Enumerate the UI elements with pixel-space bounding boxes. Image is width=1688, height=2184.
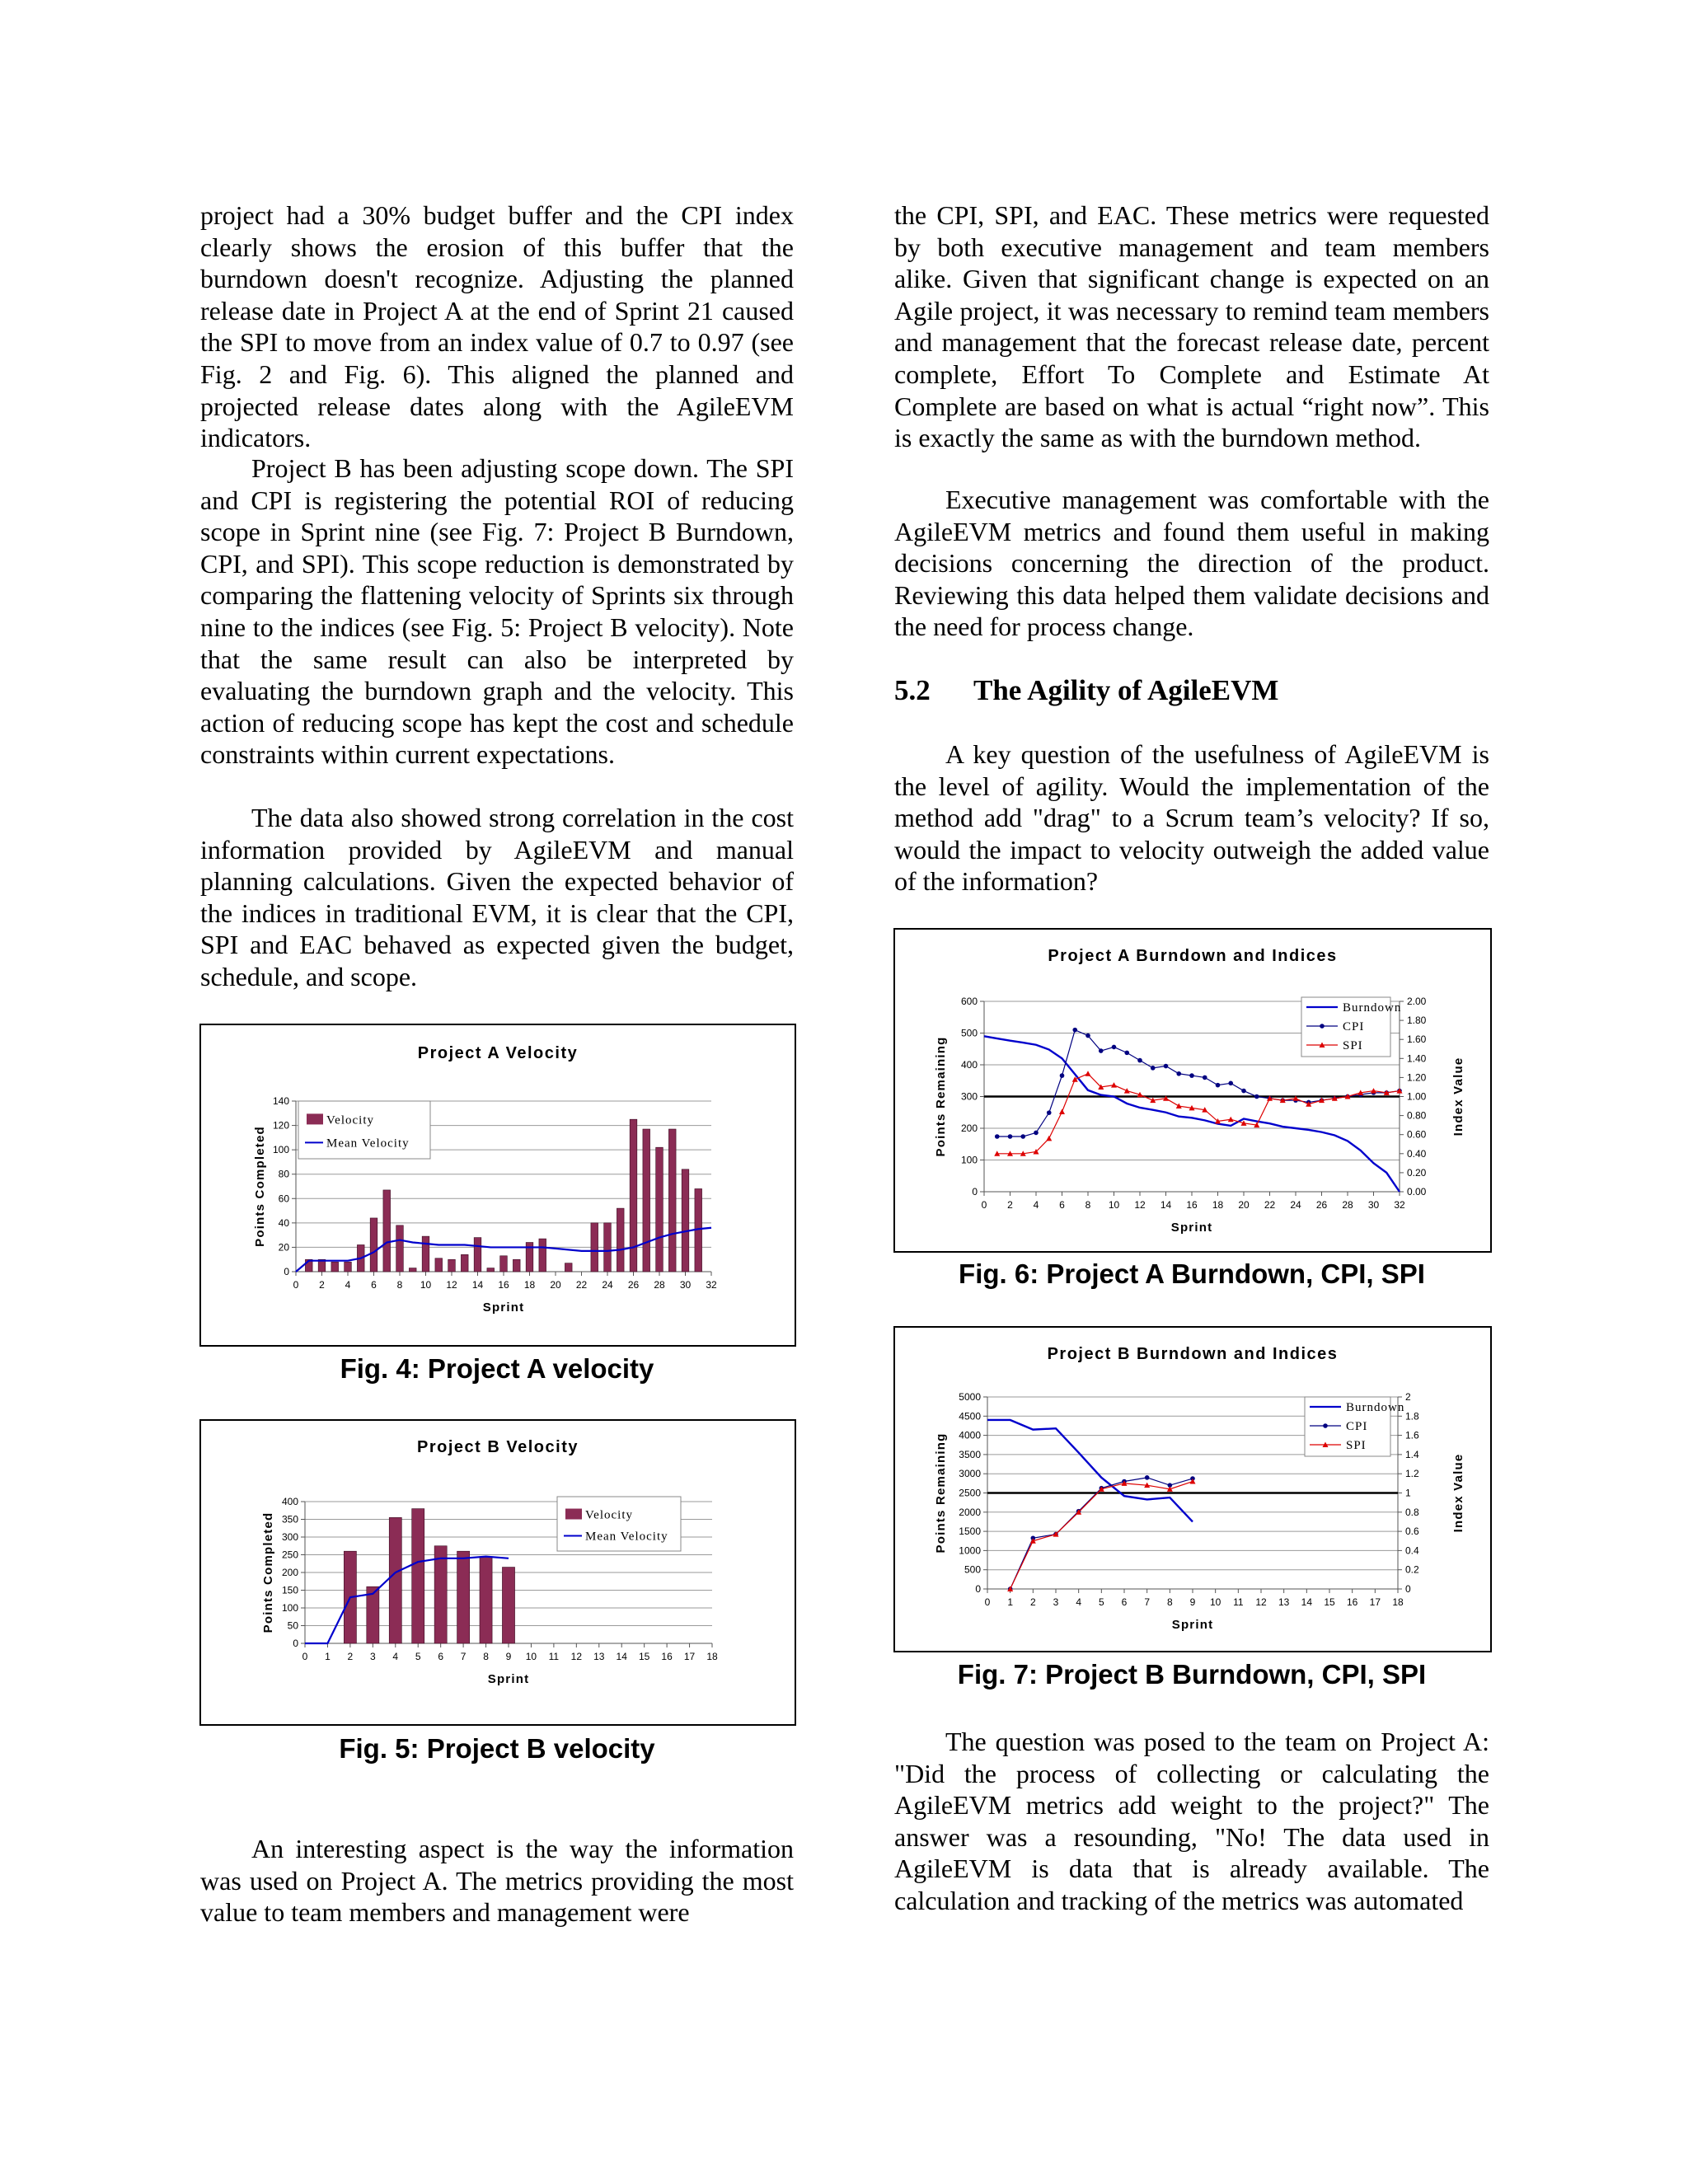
y2-tick-label: 0.00 xyxy=(1407,1186,1427,1197)
x-tick-label: 4 xyxy=(1033,1199,1039,1211)
y2-tick-label: 1.80 xyxy=(1407,1015,1427,1027)
velocity-bar xyxy=(474,1238,481,1272)
legend-burndown-label: Burndown xyxy=(1343,1001,1402,1015)
x-tick-label: 14 xyxy=(1301,1596,1313,1608)
x-tick-label: 0 xyxy=(981,1199,987,1211)
left-paragraph-3: The data also showed strong correlation in the cost information provided by AgileEVM and manual planning calculations. Given the expected behavior of the indices in traditional EVM, it is clear that the CPI, SPI and EAC behaved as expected given the budget, schedule, and scope. xyxy=(200,803,794,991)
x-tick-label: 12 xyxy=(1255,1596,1267,1608)
cpi-point xyxy=(1099,1048,1104,1053)
cpi-point xyxy=(1228,1081,1233,1086)
velocity-bar xyxy=(513,1259,520,1272)
x-tick-label: 20 xyxy=(1238,1199,1250,1211)
legend-cpi-marker xyxy=(1323,1423,1328,1428)
x-tick-label: 2 xyxy=(1029,1596,1036,1608)
x-tick-label: 12 xyxy=(446,1279,457,1291)
x-tick-label: 2 xyxy=(347,1651,354,1662)
cpi-point xyxy=(1137,1058,1142,1063)
legend-cpi-label: CPI xyxy=(1346,1420,1368,1433)
left-paragraph-4: An interesting aspect is the way the information was used on Project A. The metrics providing the most value to team members and management were xyxy=(200,1834,794,1928)
x-tick-label: 14 xyxy=(471,1279,484,1291)
y-tick-label: 600 xyxy=(960,996,978,1007)
figure-4-caption: Fig. 4: Project A velocity xyxy=(340,1353,654,1384)
y-axis-label: Points Remaining xyxy=(934,1036,948,1157)
x-tick-label: 8 xyxy=(1085,1199,1091,1211)
x-tick-label: 8 xyxy=(396,1279,403,1291)
y-tick-label: 5000 xyxy=(959,1391,981,1403)
x-tick-label: 12 xyxy=(1134,1199,1146,1211)
cpi-point xyxy=(1085,1033,1090,1038)
y-axis-label: Points Remaining xyxy=(934,1432,948,1554)
y2-tick-label: 0.40 xyxy=(1407,1147,1427,1160)
x-tick-label: 22 xyxy=(575,1279,588,1291)
y-tick-label: 100 xyxy=(272,1144,289,1156)
y-tick-label: 4500 xyxy=(959,1410,981,1422)
x-tick-label: 2 xyxy=(1007,1199,1013,1211)
legend-velocity-label: Velocity xyxy=(326,1113,374,1127)
figure-6-chart-box xyxy=(893,928,1492,1253)
x-tick-label: 5 xyxy=(1098,1596,1104,1608)
x-tick-label: 0 xyxy=(302,1651,308,1662)
legend-cpi-marker xyxy=(1320,1024,1325,1029)
cpi-point xyxy=(1047,1110,1052,1115)
x-tick-label: 14 xyxy=(616,1651,627,1662)
y-tick-label: 40 xyxy=(278,1216,289,1229)
velocity-bar xyxy=(345,1262,352,1272)
figure-4-chart-box xyxy=(199,1024,796,1347)
section-number: 5.2 xyxy=(894,674,931,706)
velocity-bar xyxy=(435,1258,443,1272)
spi-point xyxy=(1085,1071,1091,1076)
spi-point xyxy=(1124,1088,1130,1094)
y-tick-label: 250 xyxy=(281,1549,298,1561)
figure-6-caption: Fig. 6: Project A Burndown, CPI, SPI xyxy=(959,1258,1425,1289)
y-tick-label: 3500 xyxy=(959,1448,981,1460)
velocity-bar xyxy=(500,1256,508,1272)
x-tick-label: 3 xyxy=(369,1651,376,1662)
y-tick-label: 0 xyxy=(972,1186,978,1197)
spi-point xyxy=(1059,1108,1065,1114)
velocity-bar xyxy=(370,1218,377,1272)
y2-tick-label: 0.8 xyxy=(1405,1506,1419,1518)
chart-title: Project A Burndown and Indices xyxy=(1048,947,1338,965)
y-tick-label: 0 xyxy=(975,1583,981,1595)
y2-axis-label: Index Value xyxy=(1451,1453,1465,1533)
cpi-point xyxy=(1060,1073,1065,1078)
spi-point xyxy=(1046,1136,1052,1141)
y2-tick-label: 0.20 xyxy=(1407,1166,1427,1179)
section-title: The Agility of AgileEVM xyxy=(973,674,1279,706)
cpi-point xyxy=(1034,1131,1039,1136)
x-axis-label: Sprint xyxy=(482,1301,525,1315)
y2-tick-label: 0.60 xyxy=(1407,1128,1427,1141)
legend-cpi-label: CPI xyxy=(1343,1020,1365,1033)
y-tick-label: 200 xyxy=(281,1567,298,1578)
legend-velocity-label: Velocity xyxy=(585,1508,633,1522)
velocity-bar xyxy=(565,1263,572,1272)
x-tick-label: 10 xyxy=(420,1279,432,1291)
chart-title: Project B Velocity xyxy=(417,1438,579,1456)
right-paragraph-4: The question was posed to the team on Project A: "Did the process of collecting or calculating the AgileEVM metrics add weight to the project?" The answer was a resounding, "No! The data used in AgileEVM is data that is already available. The calculation and tracking of the metrics was automated xyxy=(894,1727,1489,1915)
y2-tick-label: 1.2 xyxy=(1405,1468,1419,1480)
x-axis-label: Sprint xyxy=(487,1672,530,1686)
x-tick-label: 10 xyxy=(1108,1199,1120,1211)
velocity-bar xyxy=(331,1262,339,1272)
y2-tick-label: 1.00 xyxy=(1407,1090,1427,1103)
project-b-burndown-chart xyxy=(895,1328,1490,1651)
cpi-point xyxy=(1112,1045,1117,1050)
cpi-point xyxy=(1020,1134,1025,1139)
x-tick-label: 32 xyxy=(706,1279,717,1291)
x-tick-label: 11 xyxy=(1233,1596,1244,1608)
x-tick-label: 17 xyxy=(683,1651,696,1662)
x-tick-label: 32 xyxy=(1394,1199,1405,1211)
x-tick-label: 4 xyxy=(1076,1596,1082,1608)
y-tick-label: 120 xyxy=(272,1119,289,1132)
velocity-bar xyxy=(409,1268,416,1272)
y-tick-label: 0 xyxy=(284,1266,289,1277)
x-axis-label: Sprint xyxy=(1171,1618,1214,1632)
x-tick-label: 16 xyxy=(498,1279,509,1291)
cpi-line xyxy=(1010,1478,1193,1589)
velocity-bar xyxy=(643,1129,650,1272)
project-a-burndown-chart xyxy=(895,930,1490,1251)
x-tick-label: 0 xyxy=(293,1279,299,1291)
x-tick-label: 11 xyxy=(548,1651,560,1662)
x-tick-label: 6 xyxy=(1121,1596,1128,1608)
x-tick-label: 13 xyxy=(1278,1596,1290,1608)
x-tick-label: 18 xyxy=(1212,1199,1224,1211)
x-tick-label: 6 xyxy=(438,1651,444,1662)
cpi-point xyxy=(995,1134,1000,1139)
x-tick-label: 28 xyxy=(1342,1199,1353,1211)
right-paragraph-2: Executive management was comfortable with the AgileEVM metrics and found them useful in making decisions concerning the direction of the product. Reviewing this data helped them validate decisions and the need for process change. xyxy=(894,485,1489,642)
velocity-bar xyxy=(682,1169,689,1272)
left-paragraph-2: Project B has been adjusting scope down. The SPI and CPI is registering the potential ROI of reducing scope in Sprint nine (see Fig. 7: Project B Burndown, CPI, and SPI). This scope reduction is demonstrated by comparing the flattening velocity of Sprints six through nine to the indices (see Fig. 5: Project B velocity). Note that the same result can also be interpreted by evaluating the burndown graph and the velocity. This action of reducing scope has kept the cost and schedule constraints within current expectations. xyxy=(200,453,794,770)
x-tick-label: 6 xyxy=(1059,1199,1065,1211)
right-paragraph-1: the CPI, SPI, and EAC. These metrics were requested by both executive management and team members alike. Given that significant change is expected on an Agile project, it was necessary to remind team members and management that the forecast release date, percent complete, Effort To Complete and Estimate At Complete are based on what is actual “right now”. This is exactly the same as with the burndown method. xyxy=(894,200,1489,453)
y2-tick-label: 0 xyxy=(1405,1583,1411,1595)
velocity-bar xyxy=(487,1268,495,1272)
x-tick-label: 18 xyxy=(523,1279,536,1291)
x-tick-label: 0 xyxy=(984,1596,991,1608)
y-axis-label: Points Completed xyxy=(253,1126,267,1247)
x-tick-label: 22 xyxy=(1264,1199,1276,1211)
y-tick-label: 100 xyxy=(960,1154,978,1166)
x-tick-label: 30 xyxy=(679,1279,692,1291)
y2-tick-label: 1.20 xyxy=(1407,1071,1427,1084)
x-tick-label: 16 xyxy=(1346,1596,1358,1608)
y-tick-label: 140 xyxy=(272,1095,289,1107)
legend-spi-label: SPI xyxy=(1343,1039,1363,1052)
x-tick-label: 10 xyxy=(1209,1596,1221,1608)
y-tick-label: 500 xyxy=(960,1027,978,1039)
x-tick-label: 9 xyxy=(505,1651,512,1662)
y-tick-label: 1500 xyxy=(959,1526,981,1538)
figure-7-chart-box xyxy=(893,1326,1492,1652)
section-heading xyxy=(894,674,1278,707)
y2-tick-label: 2 xyxy=(1405,1391,1411,1403)
cpi-point xyxy=(1151,1066,1156,1071)
velocity-bar xyxy=(630,1119,637,1272)
cpi-point xyxy=(1124,1051,1129,1056)
chart-title: Project B Burndown and Indices xyxy=(1047,1345,1339,1363)
x-tick-label: 15 xyxy=(638,1651,650,1662)
y-tick-label: 2500 xyxy=(959,1487,981,1499)
chart-title: Project A Velocity xyxy=(417,1044,579,1062)
y2-tick-label: 1.4 xyxy=(1405,1448,1419,1460)
legend-burndown-label: Burndown xyxy=(1346,1401,1405,1414)
x-tick-label: 28 xyxy=(654,1279,665,1291)
y-tick-label: 80 xyxy=(278,1168,289,1180)
y-tick-label: 300 xyxy=(960,1090,978,1103)
legend-velocity-swatch xyxy=(307,1113,323,1124)
y-tick-label: 2000 xyxy=(959,1506,981,1518)
legend-box xyxy=(298,1101,430,1159)
figure-5-caption: Fig. 5: Project B velocity xyxy=(339,1733,655,1764)
y2-tick-label: 0.80 xyxy=(1407,1109,1427,1122)
velocity-bar xyxy=(480,1557,492,1643)
legend-mean-label: Mean Velocity xyxy=(326,1137,410,1151)
x-axis-label: Sprint xyxy=(1170,1221,1213,1235)
y-tick-label: 400 xyxy=(281,1496,298,1507)
x-tick-label: 6 xyxy=(371,1279,377,1291)
x-tick-label: 26 xyxy=(627,1279,640,1291)
velocity-bar xyxy=(448,1259,456,1272)
y2-tick-label: 0.6 xyxy=(1405,1526,1419,1538)
y-tick-label: 500 xyxy=(964,1563,981,1576)
spi-line xyxy=(997,1074,1400,1154)
velocity-bar xyxy=(434,1546,447,1643)
x-tick-label: 30 xyxy=(1367,1199,1380,1211)
x-tick-label: 2 xyxy=(319,1279,325,1291)
y-tick-label: 50 xyxy=(287,1619,298,1632)
y2-tick-label: 1.6 xyxy=(1405,1429,1419,1441)
cpi-point xyxy=(1164,1064,1169,1069)
cpi-point xyxy=(1145,1475,1150,1480)
x-tick-label: 26 xyxy=(1315,1199,1328,1211)
x-tick-label: 1 xyxy=(1007,1596,1014,1608)
velocity-bar xyxy=(668,1129,676,1272)
x-tick-label: 9 xyxy=(1189,1596,1196,1608)
mean-velocity-line xyxy=(305,1557,509,1643)
x-tick-label: 5 xyxy=(415,1651,421,1662)
velocity-bar xyxy=(396,1226,404,1272)
project-a-velocity-chart xyxy=(201,1025,795,1345)
y-tick-label: 400 xyxy=(960,1059,978,1071)
legend-mean-label: Mean Velocity xyxy=(585,1530,668,1544)
x-tick-label: 16 xyxy=(1186,1199,1198,1211)
x-tick-label: 17 xyxy=(1369,1596,1381,1608)
velocity-bar xyxy=(389,1517,401,1643)
cpi-point xyxy=(1216,1083,1221,1088)
y-axis-label: Points Completed xyxy=(261,1511,275,1633)
y-tick-label: 150 xyxy=(281,1584,298,1596)
spi-point xyxy=(1228,1117,1234,1122)
y2-tick-label: 1 xyxy=(1405,1487,1411,1499)
x-tick-label: 24 xyxy=(1290,1199,1301,1211)
cpi-point xyxy=(1203,1076,1207,1080)
x-tick-label: 8 xyxy=(1166,1596,1173,1608)
project-b-velocity-chart xyxy=(201,1421,795,1724)
spi-point xyxy=(1371,1088,1376,1094)
cpi-point xyxy=(1254,1094,1259,1099)
y-tick-label: 1000 xyxy=(959,1544,981,1557)
velocity-bar xyxy=(656,1147,663,1272)
figure-7-caption: Fig. 7: Project B Burndown, CPI, SPI xyxy=(957,1659,1427,1690)
velocity-bar xyxy=(502,1568,514,1643)
x-tick-label: 7 xyxy=(460,1651,467,1662)
legend-spi-label: SPI xyxy=(1346,1439,1367,1452)
y-tick-label: 3000 xyxy=(959,1468,981,1480)
x-tick-label: 4 xyxy=(392,1651,399,1662)
x-tick-label: 16 xyxy=(661,1651,673,1662)
y2-tick-label: 1.40 xyxy=(1407,1052,1427,1065)
cpi-point xyxy=(1008,1134,1013,1139)
x-tick-label: 18 xyxy=(706,1651,718,1662)
velocity-bar xyxy=(461,1254,468,1272)
x-tick-label: 1 xyxy=(325,1651,331,1662)
spi-point xyxy=(1176,1104,1182,1109)
x-tick-label: 20 xyxy=(550,1279,561,1291)
y-tick-label: 300 xyxy=(281,1531,298,1543)
velocity-bar xyxy=(383,1190,391,1272)
right-paragraph-3: A key question of the usefulness of AgileEVM is the level of agility. Would the implementation of the method add "drag" to a Scrum team’s velocity? If so, would the impact to velocity outweigh the added value of the information? xyxy=(894,739,1489,897)
y2-axis-label: Index Value xyxy=(1451,1057,1465,1137)
cpi-point xyxy=(1176,1071,1181,1076)
cpi-point xyxy=(1072,1028,1077,1033)
x-tick-label: 3 xyxy=(1053,1596,1059,1608)
y2-tick-label: 2.00 xyxy=(1407,996,1427,1007)
x-tick-label: 10 xyxy=(525,1651,537,1662)
y-tick-label: 200 xyxy=(960,1122,978,1134)
cpi-point xyxy=(1241,1089,1246,1094)
x-tick-label: 24 xyxy=(602,1279,613,1291)
y-tick-label: 20 xyxy=(278,1241,289,1254)
x-tick-label: 14 xyxy=(1160,1199,1172,1211)
y-tick-label: 0 xyxy=(293,1638,298,1649)
velocity-bar xyxy=(604,1223,612,1272)
velocity-bar xyxy=(457,1551,470,1643)
x-tick-label: 13 xyxy=(593,1651,605,1662)
x-tick-label: 4 xyxy=(345,1279,351,1291)
y-tick-label: 60 xyxy=(278,1193,289,1205)
cpi-point xyxy=(1189,1073,1194,1078)
velocity-bar xyxy=(412,1509,424,1643)
x-tick-label: 15 xyxy=(1324,1596,1335,1608)
velocity-bar xyxy=(617,1208,624,1272)
left-paragraph-1: project had a 30% budget buffer and the CPI index clearly shows the erosion of this buffer that the burndown doesn't recognize. Adjusting the planned release date in Project A at the end of Sprint 21 caused the SPI to move from an index value of 0.7 to 0.97 (see Fig. 2 and Fig. 6). This aligned the planned and projected release dates along with the AgileEVM indicators. xyxy=(200,200,794,453)
figure-5-chart-box xyxy=(199,1419,796,1726)
x-tick-label: 7 xyxy=(1144,1596,1151,1608)
y-tick-label: 4000 xyxy=(959,1429,981,1441)
spi-point xyxy=(1111,1082,1117,1088)
velocity-bar xyxy=(539,1239,546,1272)
legend-velocity-swatch xyxy=(565,1509,582,1520)
x-tick-label: 12 xyxy=(570,1651,583,1662)
y-tick-label: 350 xyxy=(281,1513,298,1526)
velocity-bar xyxy=(591,1223,598,1272)
y2-tick-label: 1.8 xyxy=(1405,1410,1419,1422)
y-tick-label: 100 xyxy=(281,1602,298,1614)
velocity-bar xyxy=(422,1236,429,1272)
burndown-line xyxy=(984,1036,1400,1192)
y2-tick-label: 0.4 xyxy=(1405,1544,1419,1557)
x-tick-label: 8 xyxy=(483,1651,489,1662)
x-tick-label: 18 xyxy=(1392,1596,1404,1608)
y2-tick-label: 1.60 xyxy=(1407,1033,1427,1046)
y2-tick-label: 0.2 xyxy=(1405,1563,1419,1576)
